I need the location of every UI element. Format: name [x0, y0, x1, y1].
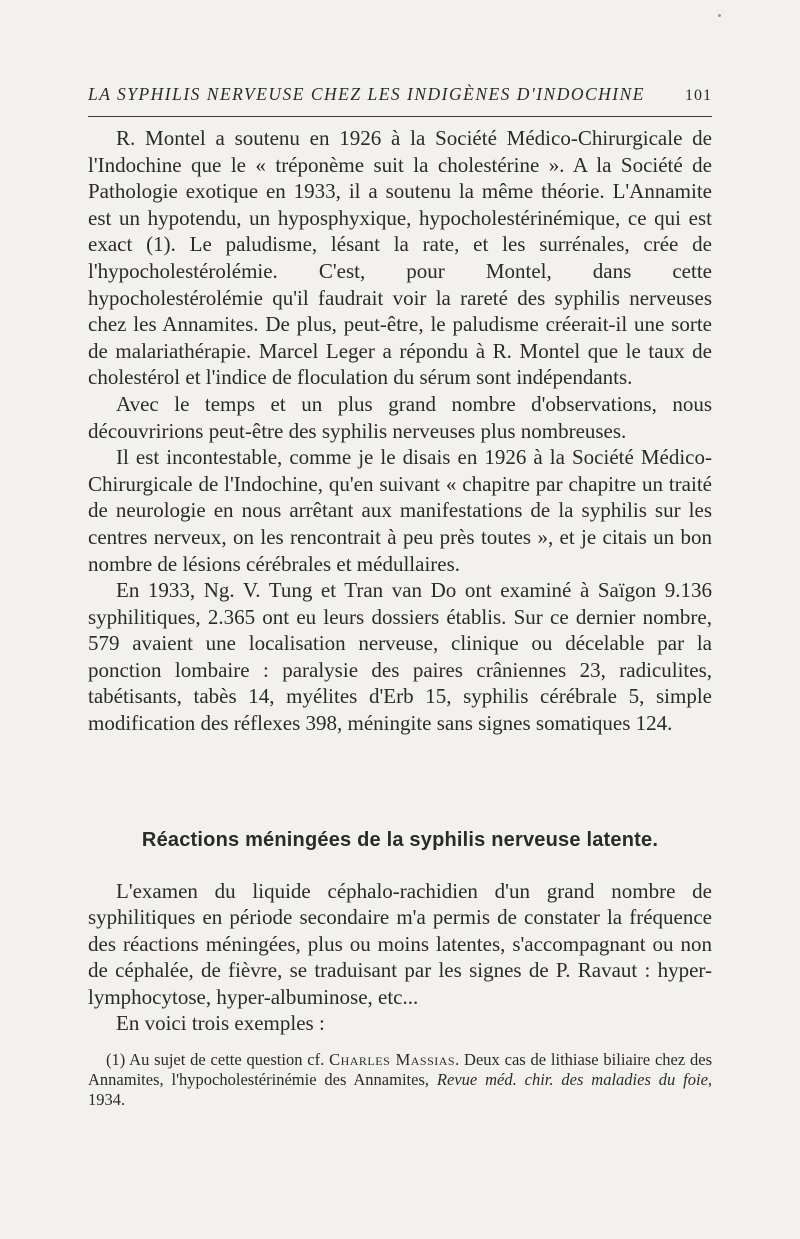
footnote-text-middle: . Deux cas de lithiase biliaire chez des Annamites, l'hypocholestérinémie des Annamites, [88, 1050, 713, 1089]
running-title: LA SYPHILIS NERVEUSE CHEZ LES INDIGÈNES D'INDOCHINE [88, 84, 645, 104]
paragraph: R. Montel a soutenu en 1926 à la Société Médico-Chirurgicale de l'Indochine que le « tréponème suit la cholestérine ». A la Société de Pathologie exotique en 1933, il a soutenu la même théorie. L'Annamite est un hypotendu, un hyposphyxique, hypocholestérinémique, ce qui est exact (1). Le paludisme, lésant la rate, et les surrénales, crée de l'hypocholestérolémie. C'est, pour Montel, dans cette hypocholestérolémie qu'il faudrait voir la rareté des syphilis nerveuses chez les Annamites. De plus, peut-être, le paludisme créerait-il une sorte de malariathérapie. Marcel Leger a répondu à R. Montel que le taux de cholestérol et l'indice de floculation du sérum sont indépendants. [88, 126, 712, 390]
paragraph: En 1933, Ng. V. Tung et Tran van Do ont examiné à Saïgon 9.136 syphilitiques, 2.365 ont eu leurs dossiers établis. Sur ce dernier nombre, 579 avaient une localisation nerveuse, clinique ou décelable par la ponction lombaire : paralysie des paires crâniennes 23, radiculites, tabétisants, tabès 14, myélites d'Erb 15, syphilis cérébrale 5, simple modification des réflexes 398, méningite sans signes somatiques 124. [88, 578, 712, 736]
footnote-author: Charles Massias [329, 1050, 456, 1069]
paragraph: Il est incontestable, comme je le disais en 1926 à la Société Médico-Chirurgicale de l'Indochine, qu'en suivant « chapitre par chapitre un traité de neurologie en nous arrêtant aux manifestations de la syphilis sur les centres nerveux, on les rencontrait à peu près toutes », et je citais un bon nombre de lésions cérébrales et médullaires. [88, 445, 712, 576]
header-rule [88, 116, 712, 117]
scan-speck [718, 14, 721, 17]
body-text [88, 125, 712, 737]
paragraph: Avec le temps et un plus grand nombre d'observations, nous découvririons peut-être des syphilis nerveuses plus nombreuses. [88, 391, 712, 443]
section-heading: Réactions méningées de la syphilis nerveuse latente. [141, 829, 659, 851]
footnote-marker: (1) [106, 1050, 126, 1069]
paragraph: En voici trois exemples : [116, 1011, 325, 1036]
footnote-journal: Revue méd. chir. des maladies du foie [436, 1070, 708, 1089]
footnote [88, 1050, 712, 1110]
running-header [88, 84, 712, 105]
footnote-text [88, 1050, 712, 1110]
section-body-text [88, 878, 712, 1036]
footnote-text-after: , 1934. [88, 1070, 713, 1109]
footnote-text-before: Au sujet de cette question cf. [129, 1050, 325, 1069]
paragraph: L'examen du liquide céphalo-rachidien d'un grand nombre de syphilitiques en période secondaire m'a permis de constater la fréquence des réactions méningées, plus ou moins latentes, s'accompagnant ou non de céphalée, de fièvre, se traduisant par les signes de P. Ravaut : hyper-lymphocytose, hyper-albuminose, etc... [88, 879, 712, 1009]
page-number: 101 [685, 87, 712, 104]
